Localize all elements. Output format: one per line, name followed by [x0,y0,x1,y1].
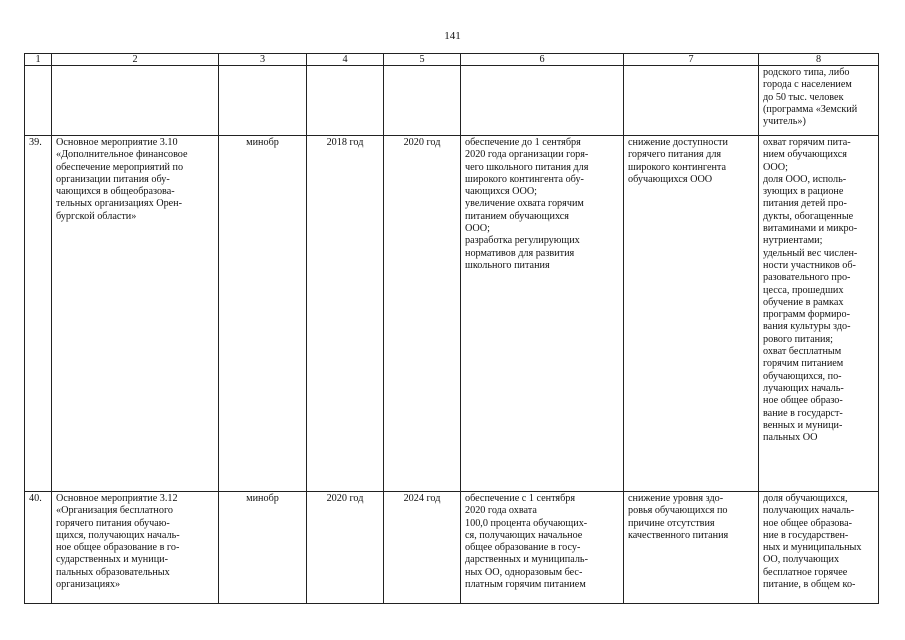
measures-table [24,53,879,604]
consequence-cell [624,66,759,136]
cell-text-line: нием обучающихся [763,149,847,161]
cell-text-line: ООО; [465,223,490,235]
cell-text-line: горячим питанием [763,358,844,370]
start-year-cell [307,66,384,136]
expected-result-cell [461,66,624,136]
cell-text-line: ся, получающих начальное [465,529,583,541]
cell-text-line: 2020 года охвата [465,505,537,517]
cell-text-line: снижение уровня здо- [628,493,724,504]
indicator-cell [759,136,879,492]
row-number-cell [25,66,52,136]
cell-text-line: увеличение охвата горячим [465,198,584,210]
cell-text-line: щихся, получающих началь- [56,529,180,541]
row-number-cell: 39. [25,136,52,492]
measure-name-cell [52,492,219,604]
cell-text-line: программ формиро- [763,309,850,321]
cell-text-line: обеспечение до 1 сентября [465,137,581,148]
cell-text-line: причине отсутствия [628,517,715,529]
cell-text-line: ОО, получающих [763,554,840,566]
cell-text-line: города с населением [763,79,852,91]
cell-text-line: ных и муниципальных [763,542,862,554]
cell-text-line: ное общее образование в го- [56,542,180,554]
table-row [25,66,879,136]
cell-text-line: обучающихся ООО [628,173,713,185]
cell-text-line: «Дополнительное финансовое [56,149,188,161]
column-number-5: 5 [384,54,461,66]
cell-text-line: охват бесплатным [763,346,842,358]
cell-text-line: нормативов для развития [465,247,575,259]
cell-text-line: витаминами и микро- [763,223,858,235]
header-row [25,54,879,66]
cell-text-line: разработка регулирующих [465,235,580,247]
cell-text-line: общее образование в госу- [465,542,581,554]
column-number-6: 6 [461,54,624,66]
cell-text-line: Основное мероприятие 3.12 [56,493,178,504]
cell-text-line: обучающихся, по- [763,370,842,382]
end-year-cell: 2024 год [384,492,461,604]
cell-text-line: качественного питания [628,529,729,541]
measure-name-cell [52,136,219,492]
table-row [25,136,879,492]
cell-text-line: питания детей про- [763,198,847,210]
cell-text-line: доля обучающихся, [763,493,848,504]
cell-text-line: дарственных и муниципаль- [465,554,588,566]
cell-text-line: родского типа, либо [763,67,850,78]
executor-cell: минобр [219,136,307,492]
cell-text-line: тельных организациях Орен- [56,198,183,210]
cell-text-line: горячего питания обучаю- [56,517,170,529]
cell-text-line: ровья обучающихся по [628,505,728,517]
start-year-cell: 2020 год [307,492,384,604]
cell-text-line: пальных ОО [763,432,818,444]
executor-cell [219,66,307,136]
cell-text-line: 2020 года организации горя- [465,149,589,161]
cell-text-line: вание в государст- [763,407,843,419]
expected-result-cell [461,136,624,492]
cell-text-line: питанием обучающихся [465,210,569,222]
cell-text-line: широкого контингента обу- [465,173,584,185]
cell-text-line: обеспечение мероприятий по [56,161,184,173]
cell-text-line: платным горячим питанием [465,579,586,591]
end-year-cell: 2020 год [384,136,461,492]
cell-text-line: учитель») [763,116,806,128]
cell-text-line: сударственных и муници- [56,554,169,566]
cell-text-line: ООО; [763,161,788,173]
cell-text-line: вания культуры здо- [763,321,851,333]
cell-text-line: питание, в общем ко- [763,579,856,591]
cell-text-line: венных и муници- [763,419,843,431]
cell-text-line: обучение в рамках [763,296,844,308]
measure-name-cell [52,66,219,136]
cell-text-line: ное общее образо- [763,395,843,407]
cell-text-line: зующих в рационе [763,186,844,198]
consequence-cell [624,492,759,604]
column-number-3: 3 [219,54,307,66]
cell-text-line: бесплатное горячее [763,566,848,578]
column-number-8: 8 [759,54,879,66]
consequence-cell [624,136,759,492]
row-number-cell: 40. [25,492,52,604]
cell-text-line: получающих началь- [763,505,855,517]
cell-text-line: (программа «Земский [763,103,858,115]
cell-text-line: охват горячим пита- [763,137,851,148]
column-number-4: 4 [307,54,384,66]
cell-text-line: лучающих началь- [763,382,844,394]
cell-text-line: бургской области» [56,210,137,222]
cell-text-line: «Организация бесплатного [56,505,173,517]
column-number-7: 7 [624,54,759,66]
cell-text-line: разовательного про- [763,272,851,284]
cell-text-line: дукты, обогащенные [763,210,854,222]
cell-text-line: доля ООО, исполь- [763,173,847,185]
cell-text-line: рового питания; [763,333,834,345]
cell-text-line: снижение доступности [628,137,728,148]
indicator-cell [759,66,879,136]
cell-text-line: цесса, прошедших [763,284,844,296]
cell-text-line: чающихся в общеобразова- [56,186,175,198]
cell-text-line: организациях» [56,579,121,591]
cell-text-line: Основное мероприятие 3.10 [56,137,178,148]
executor-cell: минобр [219,492,307,604]
cell-text-line: удельный вес числен- [763,247,858,259]
cell-text-line: организации питания обу- [56,173,170,185]
column-number-1: 1 [25,54,52,66]
cell-text-line: ности участников об- [763,259,856,271]
cell-text-line: 100,0 процента обучающих- [465,517,588,529]
cell-text-line: ных ОО, одноразовым бес- [465,566,583,578]
cell-text-line: обеспечение с 1 сентября [465,493,576,504]
cell-text-line: чего школьного питания для [465,161,589,173]
cell-text-line: нутриентами; [763,235,823,247]
cell-text-line: школьного питания [465,259,550,271]
cell-text-line: ное общее образова- [763,517,852,529]
end-year-cell [384,66,461,136]
table-row [25,492,879,604]
cell-text-line: пальных образовательных [56,566,170,578]
page-number: 141 [444,30,461,42]
indicator-cell [759,492,879,604]
start-year-cell: 2018 год [307,136,384,492]
cell-text-line: чающихся ООО; [465,186,538,198]
cell-text-line: до 50 тыс. человек [763,91,844,103]
column-number-2: 2 [52,54,219,66]
cell-text-line: ние в государствен- [763,529,849,541]
cell-text-line: горячего питания для [628,149,722,161]
cell-text-line: широкого контингента [628,161,727,173]
expected-result-cell [461,492,624,604]
